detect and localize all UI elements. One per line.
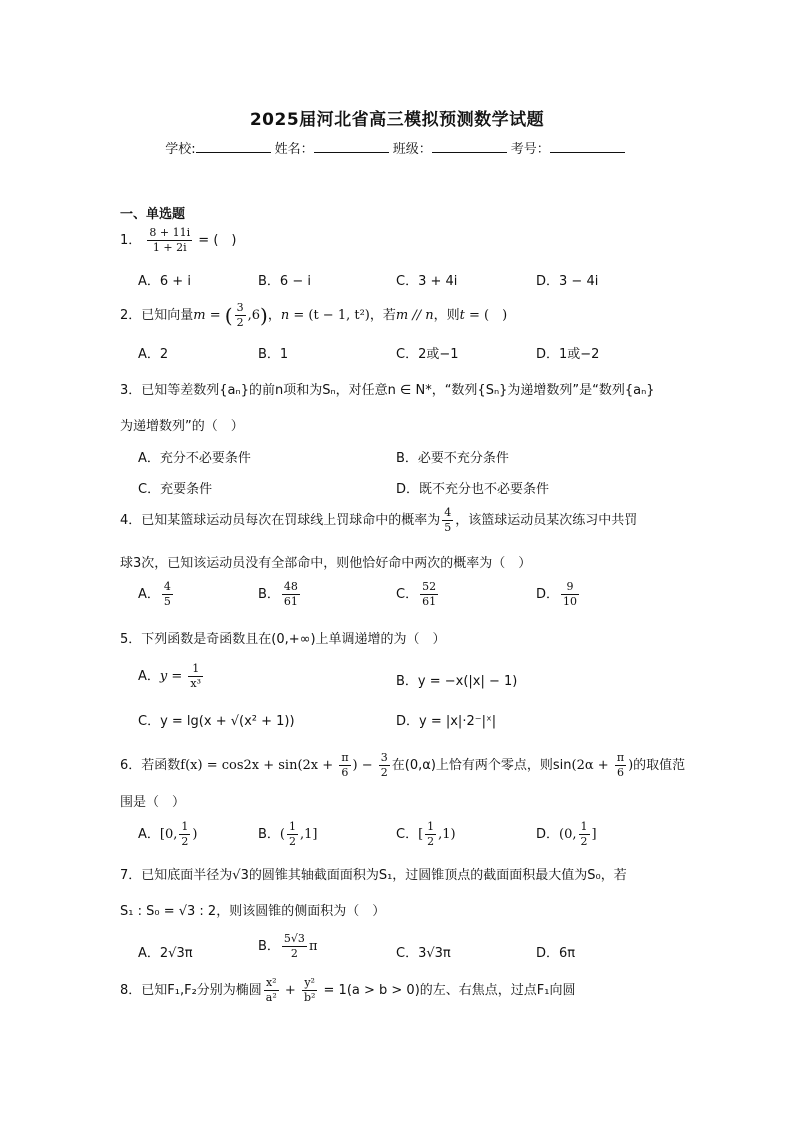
fraction: $\frac{\pi}{6}$ bbox=[616, 751, 625, 779]
fraction: $\frac{3}{2}$ bbox=[380, 751, 388, 779]
option-a[interactable]: A．6 + i bbox=[138, 274, 191, 289]
option-b[interactable]: B．6 − i bbox=[258, 274, 311, 289]
option-b[interactable]: B． $\frac{5√3}{2}$ π bbox=[258, 932, 318, 960]
option-a[interactable]: A．充分不必要条件 bbox=[138, 451, 251, 466]
question-6-line-1 bbox=[120, 751, 685, 780]
student-info-row bbox=[0, 138, 794, 157]
option-c[interactable]: C．3√3π bbox=[396, 946, 451, 961]
paren-close: ) bbox=[628, 758, 634, 773]
option-b[interactable]: B．必要不充分条件 bbox=[396, 451, 509, 466]
fraction: $\frac{\text{y²}}{\text{b²}}$ bbox=[303, 976, 316, 1004]
question-tail: = ( ) bbox=[464, 308, 508, 323]
question-1 bbox=[120, 226, 236, 255]
vector-n: n bbox=[280, 308, 290, 323]
question-text: 在(0,α)上恰有两个零点，则sin bbox=[391, 758, 572, 773]
question-number: 2． bbox=[120, 308, 142, 323]
question-tail: = ( ) bbox=[198, 233, 237, 248]
question-text: ，若 bbox=[369, 308, 396, 323]
exam-no-label: 考号： bbox=[510, 142, 550, 157]
question-text: = 1(a > b > 0)的左、右焦点，过点F₁向圆 bbox=[319, 983, 576, 998]
name-field[interactable] bbox=[314, 140, 389, 153]
option-a[interactable]: A．2√3π bbox=[138, 946, 193, 961]
question-6-line-2: 围是（ ） bbox=[120, 795, 186, 810]
question-number: 8． bbox=[120, 983, 142, 998]
question-number: 1． bbox=[120, 233, 142, 248]
option-d[interactable]: D．6π bbox=[536, 946, 576, 961]
question-number: 7． bbox=[120, 868, 142, 883]
question-text: 若函数f(x) = cos2x + sin bbox=[141, 758, 298, 773]
question-number: 5． bbox=[120, 632, 142, 647]
fraction: $\frac{\pi}{6}$ bbox=[341, 751, 349, 779]
option-d[interactable]: D．1或−2 bbox=[536, 347, 600, 362]
option-b[interactable]: B．y = −x(|x| − 1) bbox=[396, 674, 518, 689]
option-c[interactable]: C．充要条件 bbox=[138, 482, 213, 497]
question-text: 已知向量 bbox=[141, 308, 194, 323]
question-text: 已知某篮球运动员每次在罚球线上罚球命中的概率为 bbox=[141, 513, 441, 528]
class-label: 班级： bbox=[392, 142, 432, 157]
fraction: $\frac{\text{x²}}{\text{a²}}$ bbox=[265, 976, 277, 1004]
question-8 bbox=[120, 976, 575, 1005]
question-5 bbox=[120, 628, 446, 647]
option-c[interactable]: C．[ $\frac{1}{2}$ ,1) bbox=[396, 820, 456, 848]
question-7-line-1 bbox=[120, 864, 627, 883]
section-title: 一、单选题 bbox=[120, 207, 186, 222]
option-a[interactable]: A．2 bbox=[138, 347, 169, 362]
question-number: 6． bbox=[120, 758, 142, 773]
question-number: 4． bbox=[120, 513, 142, 528]
equals-sign: = bbox=[205, 308, 225, 323]
class-field[interactable] bbox=[432, 140, 507, 153]
option-a[interactable]: A． $\frac{4}{5}$ bbox=[138, 580, 171, 608]
fraction: $\frac{8 + 11i}{1 + 2i}$ bbox=[149, 226, 191, 254]
option-d[interactable]: D．y = |x|·2⁻|ˣ| bbox=[396, 714, 497, 729]
exam-no-field[interactable] bbox=[550, 140, 625, 153]
option-a[interactable]: A．[0, $\frac{1}{2}$ ) bbox=[138, 820, 198, 848]
option-d[interactable]: D．既不充分也不必要条件 bbox=[396, 482, 550, 497]
option-b[interactable]: B．( $\frac{1}{2}$ ,1] bbox=[258, 820, 318, 848]
vector-n-value: = (t − 1, t²) bbox=[289, 308, 370, 323]
question-text: 的取值范 bbox=[633, 758, 686, 773]
question-4-line-1 bbox=[120, 506, 637, 535]
parallel-condition: m // n bbox=[395, 308, 434, 323]
question-4-line-2: 球3次，已知该运动员没有全部命中，则他恰好命中两次的概率为（ ） bbox=[120, 556, 532, 571]
option-b[interactable]: B． $\frac{48}{61}$ bbox=[258, 580, 298, 608]
comma: ， bbox=[267, 308, 281, 323]
question-text: 已知等差数列{aₙ}的前n项和为Sₙ，对任意n ∈ N*，“数列{Sₙ}为递增数列”是“数列{aₙ} bbox=[141, 383, 655, 398]
option-a[interactable]: A．y = $\frac{1}{\text{x³}}$ bbox=[138, 662, 202, 690]
minus-sign: − bbox=[357, 758, 377, 773]
question-number: 3． bbox=[120, 383, 142, 398]
question-text: ，该篮球运动员某次练习中共罚 bbox=[455, 513, 638, 528]
question-text: 下列函数是奇函数且在(0,+∞)上单调递增的为（ ） bbox=[141, 632, 446, 647]
option-d[interactable]: D．3 − 4i bbox=[536, 274, 599, 289]
paren-expr: (2x + bbox=[297, 758, 338, 773]
name-label: 姓名： bbox=[274, 142, 314, 157]
school-field[interactable] bbox=[196, 140, 271, 153]
paren-expr: (2α + bbox=[571, 758, 613, 773]
option-c[interactable]: C． $\frac{52}{61}$ bbox=[396, 580, 437, 608]
school-label: 学校: bbox=[165, 142, 196, 157]
fraction: $\frac{4}{5}$ bbox=[444, 506, 452, 534]
question-3-line-1 bbox=[120, 379, 655, 398]
close-paren: ) bbox=[260, 303, 268, 328]
question-text: ，则 bbox=[433, 308, 460, 323]
option-c[interactable]: C．2或−1 bbox=[396, 347, 459, 362]
question-text: 已知F₁,F₂分别为椭圆 bbox=[141, 983, 262, 998]
option-c[interactable]: C．3 + 4i bbox=[396, 274, 458, 289]
question-text: 已知底面半径为√3的圆锥其轴截面面积为S₁，过圆锥顶点的截面面积最大值为S₀，若 bbox=[141, 868, 627, 883]
option-c[interactable]: C．y = lg(x + √(x² + 1)) bbox=[138, 714, 295, 729]
variable-t: t bbox=[459, 308, 465, 323]
paren-close: ) bbox=[352, 758, 358, 773]
question-2 bbox=[120, 301, 507, 330]
plus-sign: + bbox=[280, 983, 300, 998]
question-7-line-2: S₁ : S₀ = √3 : 2，则该圆锥的侧面积为（ ） bbox=[120, 904, 386, 919]
page-title: 2025届河北省高三模拟预测数学试题 bbox=[249, 110, 545, 130]
option-b[interactable]: B．1 bbox=[258, 347, 289, 362]
open-paren: ( bbox=[224, 303, 233, 328]
option-d[interactable]: D． $\frac{9}{10}$ bbox=[536, 580, 578, 608]
vector-m: m bbox=[193, 308, 206, 323]
pair-rest: ,6 bbox=[247, 308, 261, 323]
fraction: $\frac{3}{2}$ bbox=[236, 301, 244, 329]
question-3-line-2: 为递增数列”的（ ） bbox=[120, 419, 244, 434]
option-d[interactable]: D．(0, $\frac{1}{2}$ ] bbox=[536, 820, 597, 848]
